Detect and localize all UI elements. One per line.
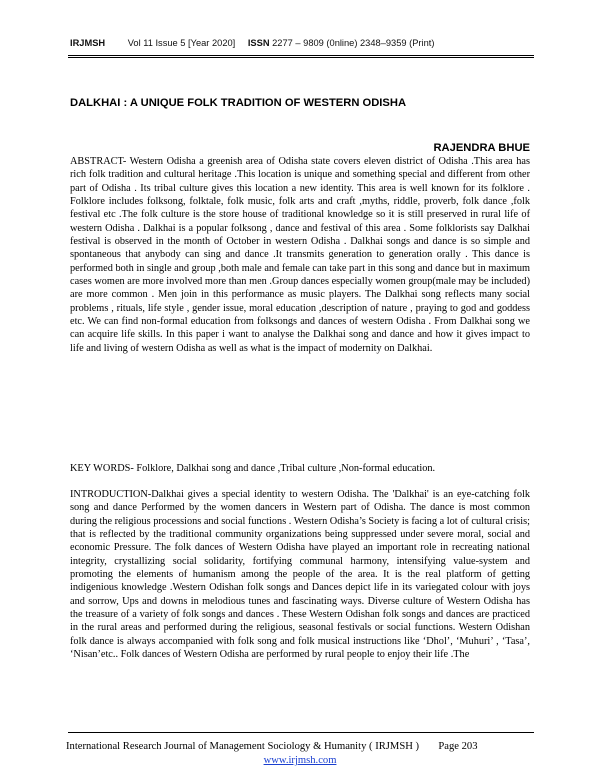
author-name: RAJENDRA BHUE bbox=[433, 142, 530, 154]
issn-label: ISSN bbox=[247, 38, 270, 48]
page-number: Page 203 bbox=[438, 741, 478, 752]
header-rule-secondary bbox=[68, 57, 534, 58]
footer-journal-name: International Research Journal of Management Sociology & Humanity ( IRJMSH ) bbox=[66, 741, 420, 752]
footer-rule bbox=[68, 732, 534, 733]
running-footer bbox=[66, 741, 536, 752]
running-header bbox=[70, 38, 434, 48]
article-title: DALKHAI : A UNIQUE FOLK TRADITION OF WESTERN ODISHA bbox=[70, 97, 407, 109]
journal-abbrev: IRJMSH bbox=[70, 38, 106, 48]
abstract-paragraph bbox=[70, 155, 530, 355]
journal-website-link[interactable]: www.irjmsh.com bbox=[263, 755, 337, 766]
header-rule bbox=[68, 55, 534, 56]
keywords-text: KEY WORDS- Folklore, Dalkhai song and dance ,Tribal culture ,Non-formal education. bbox=[70, 463, 436, 474]
introduction-text: INTRODUCTION-Dalkhai gives a special identity to western Odisha. The 'Dalkhai' is an eye-catching folk song and dance Performed by the women dancers in Western part of Odisha. The dance is most common during the religious processions and social functions . Western Odisha’s Society is facing a lot of cultural crisis; that is reflected by the traditional community organizations being suppressed under severe moral, social and economic Pressure. The folk dances of Western Odisha have played an important role in recreating national integrity, crystallizing social solidarity, fortifying communal harmony, intensifying value-system and promoting the elements of humanism among the people of the area. It is the real platform of getting indigenious knowledge .Western Odishan folk songs and Dances depict life in its variegated colour with joys and sorrow, Ups and downs in melodious tunes and fascinating ways. Diverse culture of Western Odisha has the treasure of a variety of folk songs and dances . These Western Odishan folk songs and dances are practiced in the rural areas and performed during the religious, seasonal festivals or social functions. Western Odishan folk dance is always accompanied with folk song and folk musical instructions like ‘Dhol’, ‘Muhuri’ , ‘Tasa’, ‘Nisan’etc.. Folk dances of Western Odisha are performed by rural people to enjoy their life .The bbox=[70, 489, 530, 661]
keywords-paragraph bbox=[70, 462, 530, 475]
volume-issue: Vol 11 Issue 5 [Year 2020] bbox=[127, 38, 236, 48]
issn-values: 2277 – 9809 (0nline) 2348–9359 (Print) bbox=[272, 38, 435, 48]
abstract-text: ABSTRACT- Western Odisha a greenish area of Odisha state covers eleven district of Odisha .This area has rich folk tradition and cultural heritage .This location is unique and something special and different from other part of Odisha . Its tribal culture gives this location a new identity. This area is well known for its folklore . Folklore includes folksong, folktale, folk music, folk arts and craft ,myths, riddle, proverb, folk dance ,folk festival etc .The folk culture is the store house of traditional knowledge so it is still preserved in rural life of western Odisha . Dalkhai is a popular folksong , dance and festival of this area . Some folklorists say Dalkhai festival is observed in the month of October in western Odisha . Dalkhai songs and dance is so simple and spontaneous that anybody can sing and dance .It transmits generation to generation orally . This dance is performed both in single and group ,both male and female can take part in this song and dance but in maximum cases women are more involved more than men .Group dances especially women group(male may be included) are more common . Men join in this performance as music players. The Dalkhai song reflects many social problems , rituals, life style , gender issue, moral education ,description of nature , praying to god and goddess etc. We can find non-formal education from folksongs and dances of western Odisha . From Dalkhai song we can acquire life skills. In this paper i want to analyse the Dalkhai song and dance and how it gives impact to life and living of western Odisha as well as what is the impact of modernity on Dalkhai. bbox=[70, 156, 530, 354]
introduction-paragraph bbox=[70, 488, 530, 661]
